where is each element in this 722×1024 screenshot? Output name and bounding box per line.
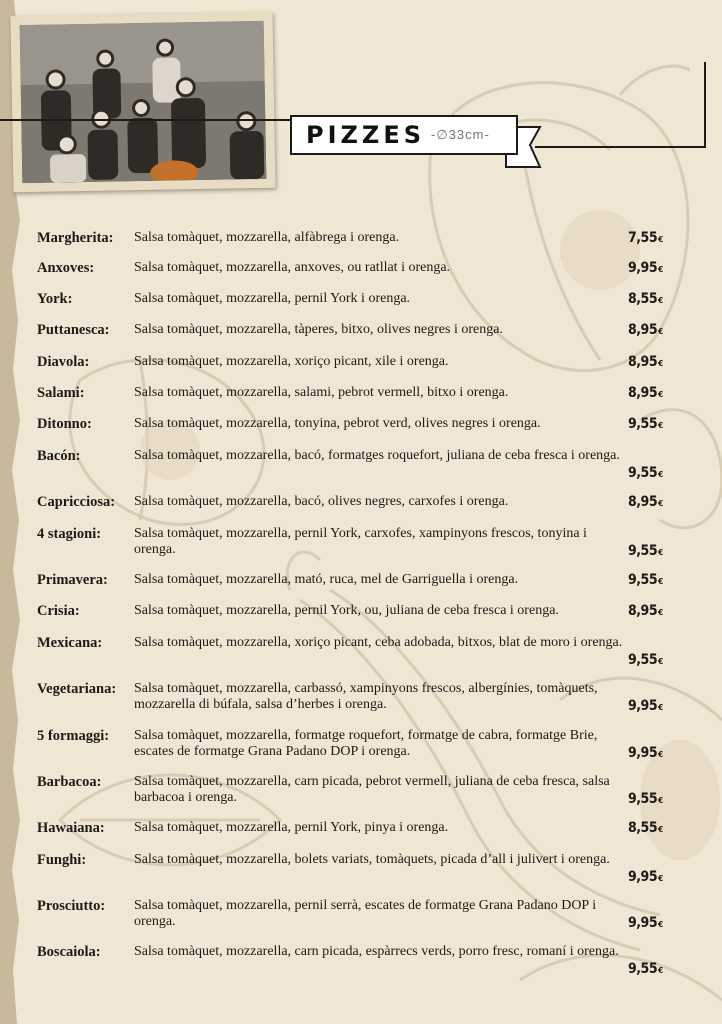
menu-item-price — [628, 869, 663, 887]
menu-item-description: Salsa tomàquet, mozzarella, pernil serrà, escates de formatge Grana Padano DOP i orenga. — [134, 898, 597, 929]
pizza-size-label: -∅33cm- — [431, 127, 490, 142]
section-title: PIZZES — [306, 121, 426, 149]
price-value: 8,55 — [628, 291, 658, 307]
menu-item-price — [628, 603, 663, 621]
menu-item-price — [628, 260, 663, 278]
menu-item-price — [628, 745, 663, 763]
currency-symbol: € — [658, 327, 663, 336]
menu-item-name: Diavola: — [37, 354, 90, 370]
menu-item-price — [628, 791, 663, 809]
price-value: 9,55 — [628, 572, 658, 588]
menu-item-name: Anxoves: — [37, 260, 95, 276]
currency-symbol: € — [658, 470, 663, 479]
menu-item-price — [628, 698, 663, 716]
section-title-banner — [290, 115, 518, 155]
price-value: 9,95 — [628, 745, 658, 761]
menu-item-description: Salsa tomàquet, mozzarella, salami, pebrot vermell, bitxo i orenga. — [134, 385, 509, 400]
header-rule-left — [0, 119, 290, 121]
menu-item-name: 5 formaggi: — [37, 728, 110, 744]
price-value: 8,95 — [628, 494, 658, 510]
price-value: 8,95 — [628, 603, 658, 619]
menu-item-description: Salsa tomàquet, mozzarella, carn picada, pebrot vermell, juliana de ceba fresca, salsa barbacoa i orenga. — [134, 774, 610, 805]
menu-item-name: Primavera: — [37, 572, 108, 588]
menu-item-price — [628, 291, 663, 309]
price-value: 9,55 — [628, 961, 658, 977]
vintage-group-photo — [10, 12, 275, 193]
currency-symbol: € — [658, 296, 663, 305]
price-value: 8,55 — [628, 820, 658, 836]
currency-symbol: € — [658, 825, 663, 834]
menu-item-name: Hawaiana: — [37, 820, 105, 836]
price-value: 9,55 — [628, 791, 658, 807]
menu-item-description: Salsa tomàquet, mozzarella, pernil York i orenga. — [134, 291, 411, 306]
menu-item-name: Margherita: — [37, 230, 114, 246]
menu-item-description: Salsa tomàquet, mozzarella, bolets variats, tomàquets, picada d’all i julivert i orenga. — [134, 852, 610, 867]
menu-item-price — [628, 230, 663, 248]
menu-item-name: Ditonno: — [37, 416, 92, 432]
menu-item-price — [628, 820, 663, 838]
currency-symbol: € — [658, 235, 663, 244]
currency-symbol: € — [658, 265, 663, 274]
menu-item-name: Vegetariana: — [37, 681, 117, 697]
currency-symbol: € — [658, 390, 663, 399]
menu-item-description: Salsa tomàquet, mozzarella, anxoves, ou ratllat i orenga. — [134, 260, 451, 275]
price-value: 8,95 — [628, 385, 658, 401]
menu-item-name: Boscaiola: — [37, 944, 101, 960]
menu-item-description: Salsa tomàquet, mozzarella, pernil York, ou, juliana de ceba fresca i orenga. — [134, 603, 559, 618]
menu-item-name: York: — [37, 291, 73, 307]
menu-item-price — [628, 543, 663, 561]
currency-symbol: € — [658, 548, 663, 557]
menu-item-description: Salsa tomàquet, mozzarella, bacó, formatges roquefort, juliana de ceba fresca i orenga. — [134, 448, 620, 463]
menu-item-description: Salsa tomàquet, mozzarella, xoriço picant, xile i orenga. — [134, 354, 449, 369]
menu-item-name: Barbacoa: — [37, 774, 102, 790]
header-rule-right — [535, 146, 705, 148]
menu-item-price — [628, 494, 663, 512]
price-value: 9,55 — [628, 543, 658, 559]
menu-item-name: Bacón: — [37, 448, 81, 464]
menu-item-price — [628, 322, 663, 340]
currency-symbol: € — [658, 657, 663, 666]
menu-item-price — [628, 961, 663, 979]
menu-item-description: Salsa tomàquet, mozzarella, tàperes, bitxo, olives negres i orenga. — [134, 322, 503, 337]
currency-symbol: € — [658, 359, 663, 368]
currency-symbol: € — [658, 966, 663, 975]
price-value: 9,95 — [628, 869, 658, 885]
price-value: 9,95 — [628, 915, 658, 931]
menu-item-description: Salsa tomàquet, mozzarella, xoriço picant, ceba adobada, bitxos, blat de moro i orenga. — [134, 635, 623, 650]
header-rule-right-vertical — [704, 62, 706, 148]
menu-item-price — [628, 572, 663, 590]
price-value: 9,55 — [628, 652, 658, 668]
menu-item-price — [628, 385, 663, 403]
price-value: 8,95 — [628, 322, 658, 338]
menu-item-name: Salami: — [37, 385, 85, 401]
menu-item-description: Salsa tomàquet, mozzarella, carbassó, xampinyons frescos, albergínies, tomàquets, mozzarella di búfala, salsa d’herbes i orenga. — [134, 681, 598, 712]
price-value: 9,55 — [628, 416, 658, 432]
menu-item-name: Prosciutto: — [37, 898, 106, 914]
price-value: 9,95 — [628, 698, 658, 714]
currency-symbol: € — [658, 796, 663, 805]
currency-symbol: € — [658, 577, 663, 586]
currency-symbol: € — [658, 608, 663, 617]
menu-item-name: Funghi: — [37, 852, 87, 868]
menu-item-price — [628, 416, 663, 434]
price-value: 9,55 — [628, 465, 658, 481]
menu-item-name: Puttanesca: — [37, 322, 110, 338]
group-photo-illustration — [20, 21, 267, 183]
menu-item-description: Salsa tomàquet, mozzarella, carn picada, espàrrecs verds, porro fresc, romaní i orenga. — [134, 944, 619, 959]
menu-item-name: Crisia: — [37, 603, 80, 619]
currency-symbol: € — [658, 750, 663, 759]
menu-item-name: Mexicana: — [37, 635, 103, 651]
menu-item-description: Salsa tomàquet, mozzarella, tonyina, pebrot verd, olives negres i orenga. — [134, 416, 541, 431]
currency-symbol: € — [658, 920, 663, 929]
price-value: 7,55 — [628, 230, 658, 246]
currency-symbol: € — [658, 703, 663, 712]
menu-item-price — [628, 465, 663, 483]
menu-item-description: Salsa tomàquet, mozzarella, pernil York, carxofes, xampinyons frescos, tonyina i orenga. — [134, 526, 587, 557]
currency-symbol: € — [658, 499, 663, 508]
menu-item-price — [628, 354, 663, 372]
menu-item-description: Salsa tomàquet, mozzarella, mató, ruca, mel de Garriguella i orenga. — [134, 572, 519, 587]
currency-symbol: € — [658, 874, 663, 883]
menu-item-price — [628, 652, 663, 670]
price-value: 8,95 — [628, 354, 658, 370]
menu-item-name: Capricciosa: — [37, 494, 116, 510]
price-value: 9,95 — [628, 260, 658, 276]
currency-symbol: € — [658, 421, 663, 430]
menu-item-description: Salsa tomàquet, mozzarella, alfàbrega i orenga. — [134, 230, 400, 245]
menu-item-description: Salsa tomàquet, mozzarella, pernil York, pinya i orenga. — [134, 820, 449, 835]
menu-item-description: Salsa tomàquet, mozzarella, bacó, olives negres, carxofes i orenga. — [134, 494, 509, 509]
menu-item-price — [628, 915, 663, 933]
menu-item-name: 4 stagioni: — [37, 526, 102, 542]
menu-item-description: Salsa tomàquet, mozzarella, formatge roquefort, formatge de cabra, formatge Brie, escates de formatge Grana Padano DOP i orenga. — [134, 728, 598, 759]
